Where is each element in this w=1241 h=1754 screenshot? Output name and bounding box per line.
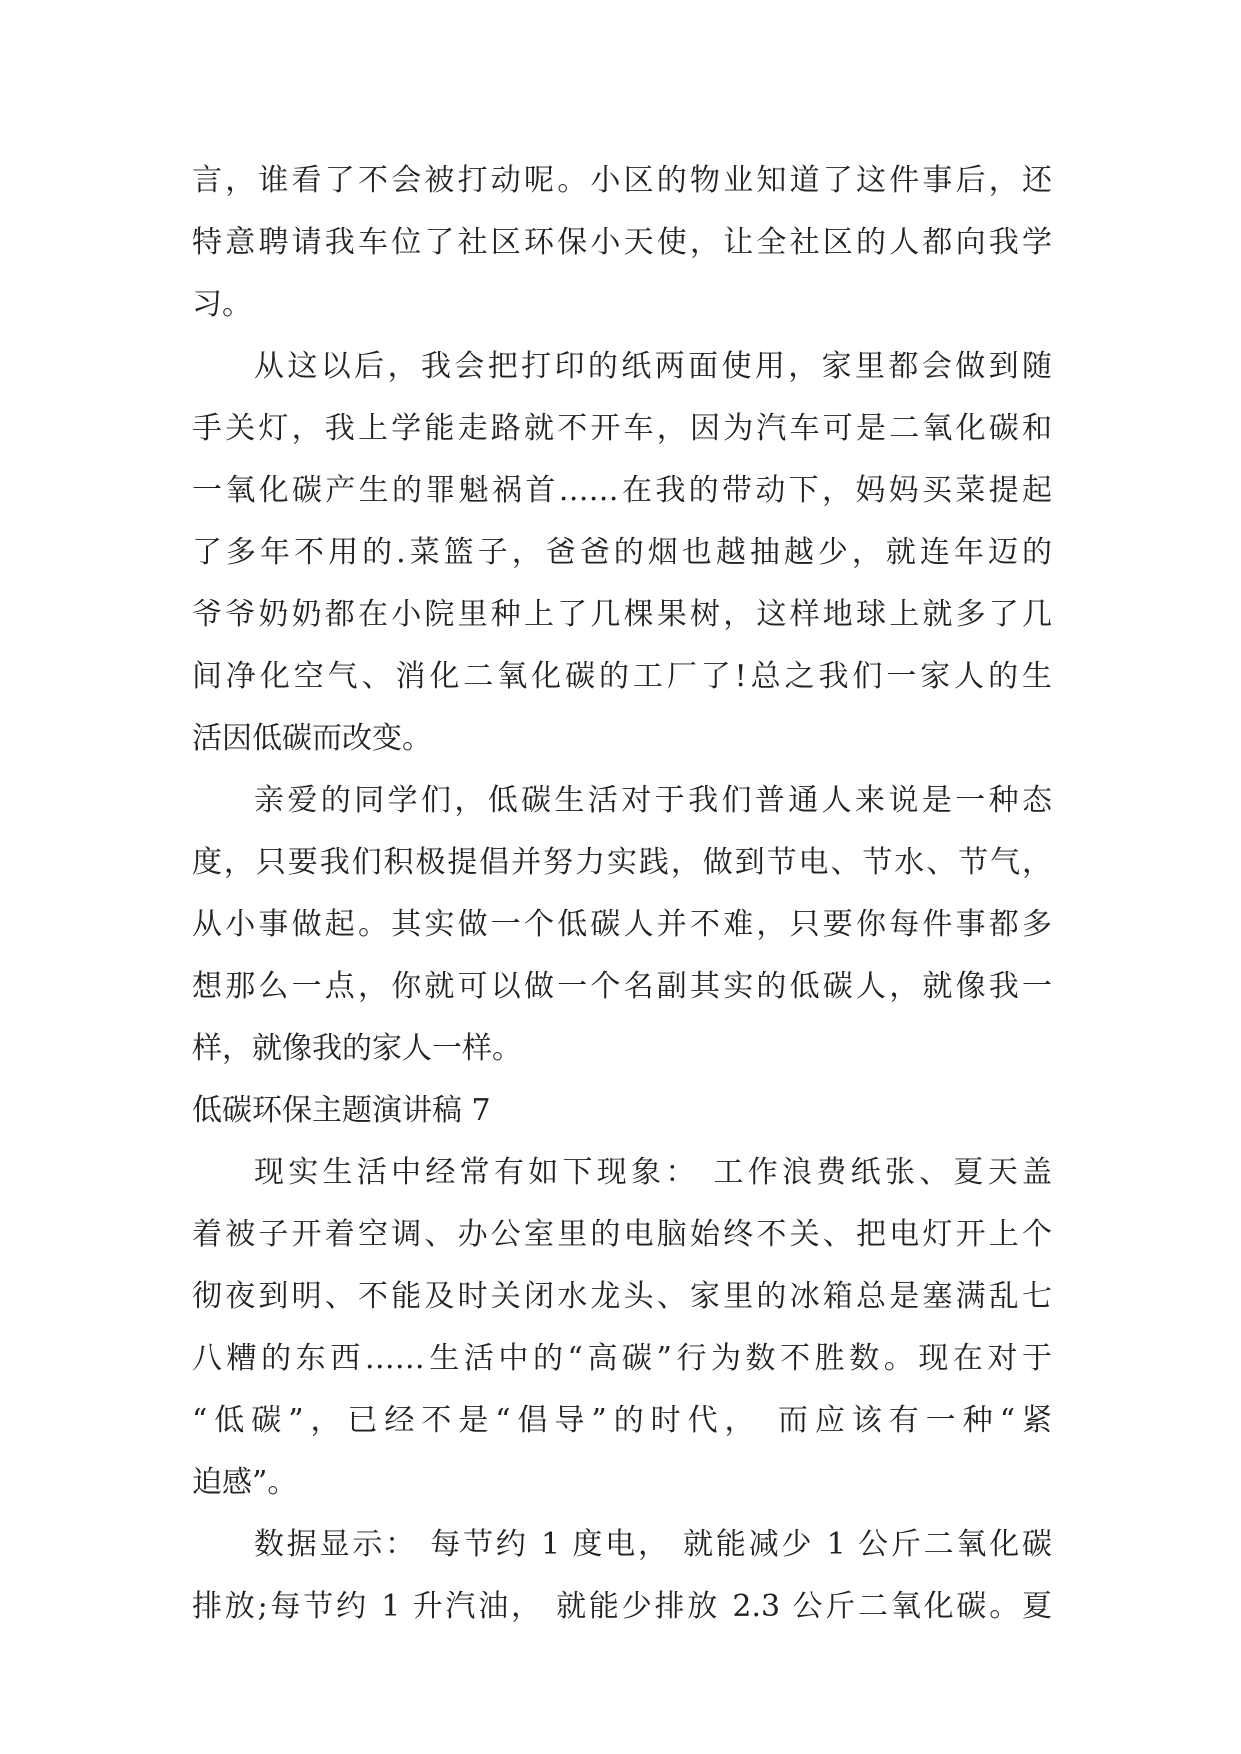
paragraph <box>192 150 1052 336</box>
text-line: 八糟的东西……生活中的“高碳”行为数不胜数。现在对于 <box>192 1341 1052 1376</box>
text-line: 想那么一点，你就可以做一个名副其实的低碳人，就像我一 <box>192 969 1052 1004</box>
text-line: 样，就像我的家人一样。 <box>192 1031 522 1066</box>
text-line: 亲爱的同学们，低碳生活对于我们普通人来说是一种态 <box>254 783 1052 818</box>
document-body <box>192 150 1052 1638</box>
text-line: 手关灯，我上学能走路就不开车，因为汽车可是二氧化碳和 <box>192 411 1052 446</box>
text-line: 现实生活中经常有如下现象： 工作浪费纸张、夏天盖 <box>254 1155 1052 1190</box>
text-line: 从小事做起。其实做一个低碳人并不难，只要你每件事都多 <box>192 907 1052 942</box>
text-line: 度，只要我们积极提倡并努力实践，做到节电、节水、节气， <box>192 845 1052 880</box>
text-line: 一氧化碳产生的罪魁祸首……在我的带动下，妈妈买菜提起 <box>192 473 1052 508</box>
text-line: 从这以后，我会把打印的纸两面使用，家里都会做到随 <box>254 349 1052 384</box>
paragraph <box>192 1514 1052 1638</box>
text-line: 排放;每节约 1 升汽油， 就能少排放 2.3 公斤二氧化碳。夏 <box>192 1589 1052 1624</box>
paragraph <box>192 336 1052 770</box>
text-line: 彻夜到明、不能及时关闭水龙头、家里的冰箱总是塞满乱七 <box>192 1279 1052 1314</box>
text-line: 间净化空气、消化二氧化碳的工厂了!总之我们一家人的生 <box>192 659 1052 694</box>
text-line: 活因低碳而改变。 <box>192 721 432 756</box>
text-line: 了多年不用的.菜篮子，爸爸的烟也越抽越少，就连年迈的 <box>192 535 1052 570</box>
text-line: 言，谁看了不会被打动呢。小区的物业知道了这件事后，还 <box>192 163 1052 198</box>
text-line: 习。 <box>192 287 252 322</box>
text-line: “低碳”，已经不是“倡导”的时代， 而应该有一种“紧 <box>192 1403 1052 1438</box>
text-line: 特意聘请我车位了社区环保小天使，让全社区的人都向我学 <box>192 225 1052 260</box>
text-line: 爷爷奶奶都在小院里种上了几棵果树，这样地球上就多了几 <box>192 597 1052 632</box>
paragraph <box>192 770 1052 1080</box>
paragraph <box>192 1142 1052 1514</box>
section-heading: 低碳环保主题演讲稿 7 <box>192 1093 491 1128</box>
text-line: 迫感”。 <box>192 1465 298 1500</box>
text-line: 着被子开着空调、办公室里的电脑始终不关、把电灯开上个 <box>192 1217 1052 1252</box>
text-line: 数据显示： 每节约 1 度电， 就能减少 1 公斤二氧化碳 <box>254 1527 1052 1562</box>
